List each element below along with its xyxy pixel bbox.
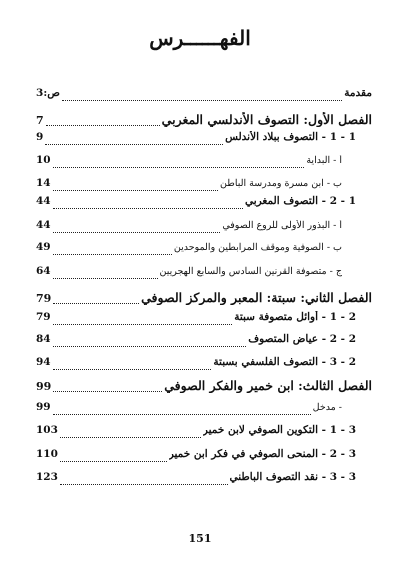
toc-page-number: 44 (36, 219, 51, 231)
toc-entry-label: 2 - 3 - التصوف الفلسفي بسبتة (213, 356, 356, 368)
toc-entry (36, 401, 342, 419)
dot-leader (53, 360, 212, 370)
toc-page-number: 94 (36, 356, 51, 368)
toc-page-number: 84 (36, 333, 51, 345)
dot-leader (60, 428, 201, 438)
dot-leader (53, 158, 305, 168)
toc-entry (36, 219, 342, 237)
toc-entry-label: أ - البداية (306, 155, 342, 166)
dot-leader (53, 181, 218, 191)
toc-page-number: 79 (36, 311, 51, 323)
toc-entry (36, 311, 356, 329)
toc-page-number: 14 (36, 177, 51, 189)
dot-leader (53, 199, 243, 209)
toc-entry-label: الفصل الثالث: ابن خمير والفكر الصوفي (164, 378, 372, 393)
toc-page-number: 49 (36, 241, 51, 253)
toc-entry-label: 2 - 2 - عياض المتصوف (248, 333, 356, 345)
toc-entry-label: 3 - 1 - التكوين الصوفي لابن خمير (202, 424, 356, 436)
toc-page-number: 99 (36, 401, 51, 413)
toc-entry (36, 471, 356, 489)
toc-entry (36, 87, 372, 105)
toc-entry-label: 1 - 1 - التصوف ببلاد الأندلس (225, 131, 356, 143)
toc-page-number: 9 (36, 131, 44, 143)
toc-entry (36, 424, 356, 442)
toc-entry (36, 131, 356, 149)
dot-leader (53, 337, 247, 347)
toc-page-number: 99 (36, 380, 52, 393)
dot-leader (60, 475, 228, 485)
toc-entry-label: الفصل الأول: التصوف الأندلسي المغربي (161, 112, 372, 127)
dot-leader (45, 135, 223, 145)
toc-page-number: 79 (36, 292, 52, 305)
dot-leader (53, 405, 311, 415)
dot-leader (53, 269, 158, 279)
toc-page-number: ص:3 (36, 87, 60, 99)
toc-entry (36, 154, 342, 172)
toc-entry (36, 378, 372, 396)
toc-entry (36, 333, 356, 351)
toc-entry-label: 3 - 3 - نقد التصوف الباطني (229, 471, 356, 483)
dot-leader (62, 91, 342, 101)
dot-leader (53, 223, 221, 233)
dot-leader (53, 382, 162, 392)
toc-entry-label: 2 - 1 - أوائل متصوفة سبتة (234, 311, 356, 323)
toc-entry-label: الفصل الثاني: سبتة: المعبر والمركز الصوفي (141, 290, 372, 305)
toc-entry-label: ج - متصوفة القرنين السادس والسابع الهجريين (159, 266, 342, 277)
toc-entry-label: 3 - 2 - المنحى الصوفي في فكر ابن خمير (168, 448, 356, 460)
toc-page-number: 44 (36, 195, 51, 207)
page-number: 151 (188, 532, 212, 545)
toc-entry-label: ب - ابن مسرة ومدرسة الباطن (220, 178, 342, 189)
toc-entry-label: ب - الصوفية وموقف المرابطين والموحدين (173, 242, 342, 253)
dot-leader (46, 116, 160, 126)
dot-leader (53, 315, 233, 325)
toc-entry (36, 356, 356, 374)
toc-entry (36, 265, 342, 283)
toc-entry (36, 448, 356, 466)
toc-page-number: 123 (36, 471, 58, 483)
toc-page-number: 64 (36, 265, 51, 277)
toc-page-number: 7 (36, 114, 44, 127)
dot-leader (53, 245, 172, 255)
toc-entry-label: أ - البذور الأولى للروع الصوفي (222, 220, 342, 231)
toc-entry-label: 1 - 2 - التصوف المغربي (244, 195, 356, 207)
toc-entry (36, 112, 372, 130)
toc-page-number: 110 (36, 448, 58, 460)
toc-entry-label: مقدمة (344, 87, 372, 99)
toc-entry (36, 290, 372, 308)
toc-page-number: 103 (36, 424, 58, 436)
toc-entry (36, 241, 342, 259)
toc-entry-label: - مدخل (312, 402, 342, 413)
toc-page-number: 10 (36, 154, 51, 166)
page-title: الفهــــــرس (149, 26, 251, 50)
toc-entry (36, 177, 342, 195)
dot-leader (60, 452, 167, 462)
dot-leader (53, 294, 139, 304)
toc-entry (36, 195, 356, 213)
